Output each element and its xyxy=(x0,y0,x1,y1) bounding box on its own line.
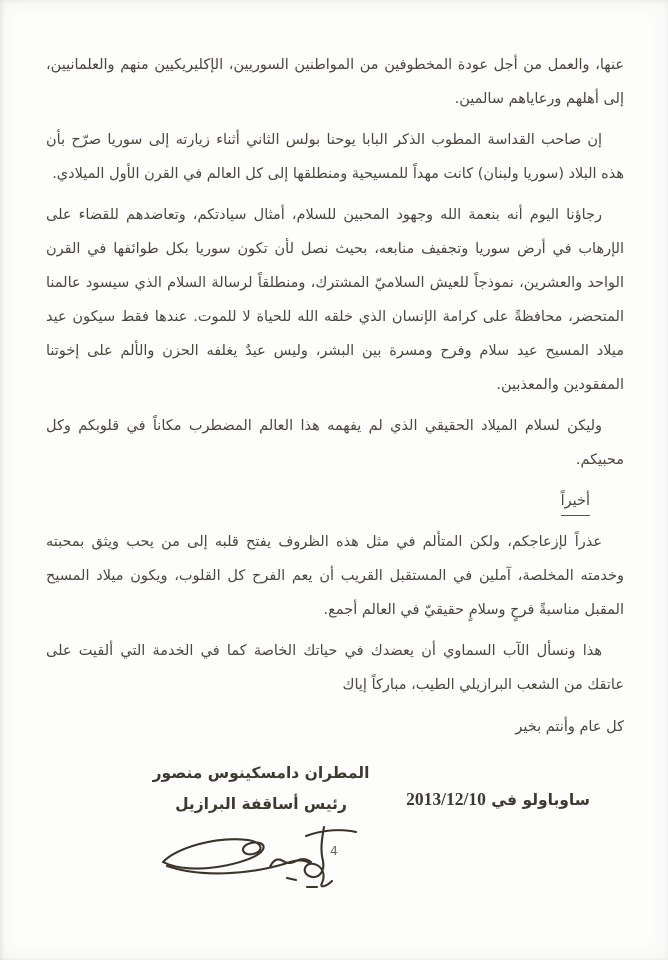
paragraph: وليكن لسلام الميلاد الحقيقي الذي لم يفهمه هذا العالم المضطرب مكاناً في قلوبكم وكل محبيكم. xyxy=(46,418,624,468)
letter-body xyxy=(46,48,624,889)
signature-block xyxy=(141,758,381,889)
paragraph: رجاؤنا اليوم أنه بنعمة الله وجهود المحبين للسلام، أمثال سيادتكم، وتعاضدهم للقضاء على الإرهاب في أرض سوريا وتجفيف منابعه، بحيث نصل لأن تكون سوريا بكل طوائفها في القرن الواحد والعشرين، نموذجاً للعيش السلاميّ المشترك، ومنطلقاً لرسالة السلام الذي سيسود عالمنا المتحضر، محافظةً على كرامة الإنسان الذي خلقه الله للحياة لا للموت. عندها فقط سيكون عيد ميلاد المسيح عيد سلام وفرح ومسرة بين البشر، وليس عيدٌ يغلفه الحزن والألم على إخوتنا المفقودين والمعذبين. xyxy=(46,207,624,393)
section-heading xyxy=(46,484,624,518)
page-number: 4 xyxy=(330,843,338,858)
dateline-date: 2013/12/10 xyxy=(406,789,486,809)
signer-name: المطران دامسكينوس منصور xyxy=(152,764,370,782)
signer-title: رئيس أساقفة البرازيل xyxy=(175,795,347,813)
paragraph: عنها، والعمل من أجل عودة المخطوفين من المواطنين السوريين، الإكليريكيين منهم والعلمانيين، إلى أهلهم ورعاياهم سالمين. xyxy=(46,57,624,107)
paragraph: إن صاحب القداسة المطوب الذكر البابا يوحنا بولس الثاني أثناء زيارته إلى سوريا صرّح بأن هذه البلاد (سوريا ولبنان) كانت مهداً للمسيحية ومنطلقها إلى كل العالم في القرن الأول الميلادي. xyxy=(46,132,624,182)
paragraph: عذراً لإزعاجكم، ولكن المتألم في مثل هذه الظروف يفتح قلبه إلى من يحب ويثق بمحبته وخدمته المخلصة، آملين في المستقبل القريب أن يعم الفرح كل القلوب، ويكون ميلاد المسيح المقبل مناسبةً فرحٍ وسلامٍ حقيقيّ في العالم أجمع. xyxy=(46,534,624,618)
section-heading-text: أخيراً xyxy=(561,490,590,516)
closing-greeting: كل عام وأنتم بخير xyxy=(515,719,624,735)
dateline-city: ساوباولو في xyxy=(491,791,590,809)
dateline xyxy=(406,789,590,810)
paragraph: هذا ونسأل الآب السماوي أن يعضدك في حياتك الخاصة كما في الخدمة التي ألقيت على عاتقك من الشعب البرازيلي الطيب، مباركاً إياك xyxy=(46,643,624,693)
